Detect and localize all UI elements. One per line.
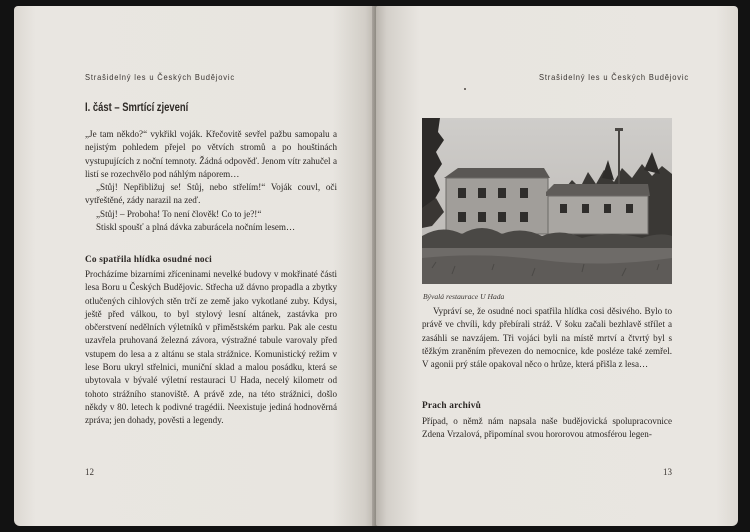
subsection-text	[85, 268, 337, 428]
building-photo	[422, 118, 672, 284]
paragraph: Případ, o němž nám napsala naše budějovická spolupracovnice Zdena Vrzalová, připomínal svou hororovou atmosférou legen-	[422, 416, 672, 440]
right-paragraph	[422, 305, 672, 371]
running-head: Strašidelný les u Českých Budějovic	[539, 73, 689, 82]
paragraph: „Stůj! – Proboha! To není člověk! Co to je?!“	[96, 208, 262, 219]
left-page	[14, 6, 376, 526]
paragraph: Stiskl spoušť a plná dávka zaburácela nočním lesem…	[96, 222, 296, 233]
page-number: 13	[663, 467, 672, 477]
paper-speck	[464, 88, 466, 90]
paragraph: „Stůj! Nepřibližuj se! Stůj, nebo střelím!“ Voják couvl, oči vytřeštěné, zády narazil na zeď.	[85, 182, 337, 206]
right-page	[376, 6, 738, 526]
subheading: Co spatřila hlídka osudné noci	[85, 255, 212, 265]
photo-caption: Bývalá restaurace U Hada	[423, 292, 505, 301]
running-head: Strašidelný les u Českých Budějovic	[85, 73, 235, 82]
subheading: Prach archivů	[422, 401, 481, 411]
photo-illustration	[422, 118, 672, 284]
paragraph: „Je tam někdo?“ vykřikl voják. Křečovitě sevřel pažbu samopalu a nejistým pohledem přejel po větvích stromů a po houštinách vystupujících z noční temnoty. Žádná odpověď. Jenom vítr zahučel a listí se rozechvělo pod náhlým náporem…	[85, 129, 337, 179]
opening-text	[85, 128, 337, 234]
section-title: I. část – Smrtící zjevení	[85, 102, 189, 114]
paragraph: Procházíme bizarními zříceninami nevelké budovy v mokřinaté části lesa Boru u Českých Budějovic. Střecha už dávno propadla a zbytky otlučených cihlových stěn trčí ze země jako vykotlané zuby. Kdysi, ještě před válkou, to byl stylový lesní altánek, zastávka pro občerstvení nedělních výletníků v přiměstském parku. Pak ale cestu uzavřela pruhovaná železná závora, výstražné tabule varovaly před vstupem do lesa a z altánu se stala strážnice. Komunistický režim v lese Boru ukryl střelnici, muniční sklad a malou posádku, která se ubytovala v bývalé výletní restauraci U Hada, necelý kilometr od tohoto strážního stanoviště. A právě zde, na této strážnici, došlo někdy v 80. letech k podivné tragédii. Neexistuje jediná hodnověrná zpráva; jen dohady, pověsti a legendy.	[85, 269, 337, 426]
page-number: 12	[85, 467, 94, 477]
paragraph: Vypráví se, že osudné noci spatřila hlídka cosi děsivého. Bylo to právě ve chvíli, kdy přebírali stráž. V šoku začali bezhlavě střílet a zasáhli se navzájem. Tři vojáci byli na místě mrtví a čtvrtý byl s těžkým zraněním převezen do nemocnice, kde posléze také zemřel. V agonii prý stále opakoval něco o hrůze, která přišla z lesa…	[422, 306, 672, 370]
subsection-text	[422, 415, 672, 442]
